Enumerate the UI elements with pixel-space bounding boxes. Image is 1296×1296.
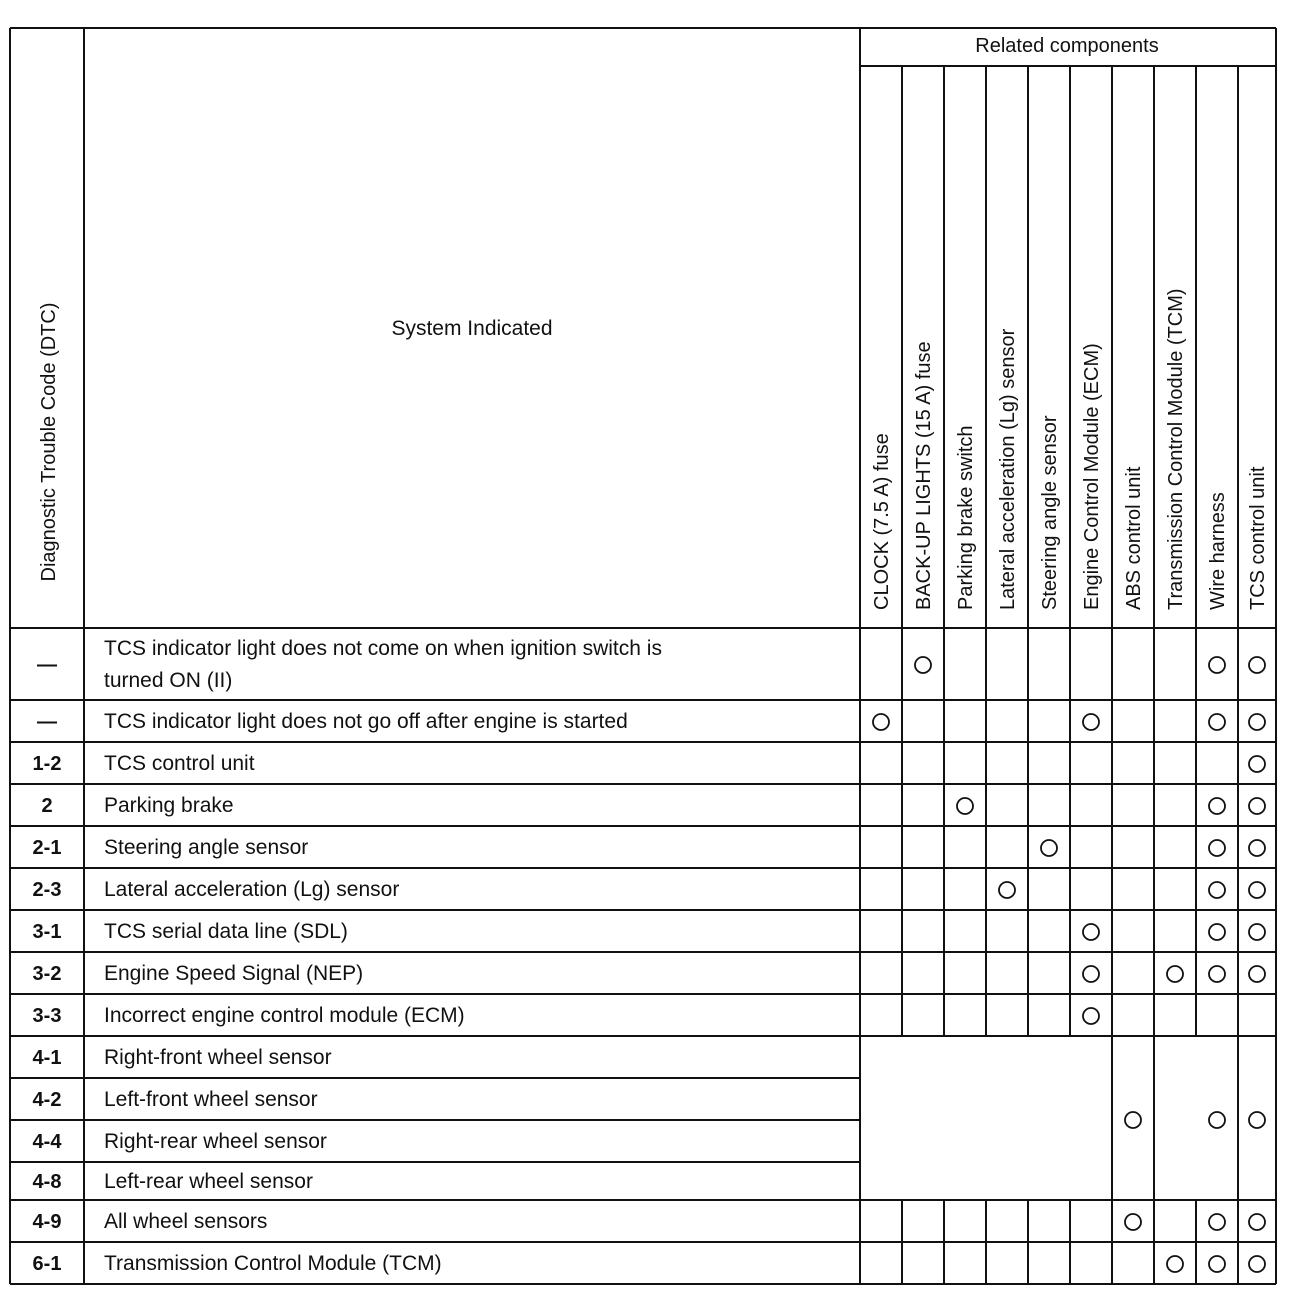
related-mark-6 — [1125, 1214, 1141, 1230]
component-header-9: Wire harness — [1207, 492, 1229, 610]
system-indicated: Parking brake — [104, 794, 234, 817]
component-header-3: Parking brake switch — [955, 425, 977, 610]
related-mark-0 — [873, 714, 889, 730]
system-indicated: TCS indicator light does not come on when ignition switch is — [104, 637, 662, 660]
dtc-code: 1-2 — [32, 753, 62, 775]
system-indicated: All wheel sensors — [104, 1210, 268, 1233]
related-mark-8 — [1209, 966, 1225, 982]
wheel-sensor-group-marks — [1125, 1112, 1265, 1128]
table-row — [33, 962, 1265, 985]
table-row — [33, 1046, 332, 1069]
related-mark-8 — [1209, 1112, 1225, 1128]
related-mark-9 — [1249, 798, 1265, 814]
table-row — [33, 1170, 313, 1193]
component-header-6: Engine Control Module (ECM) — [1081, 343, 1103, 610]
related-mark-9 — [1249, 924, 1265, 940]
table-row — [33, 1088, 318, 1111]
table-row — [33, 836, 1265, 859]
dtc-code: 6-1 — [32, 1253, 62, 1275]
component-header-2: BACK-UP LIGHTS (15 A) fuse — [913, 341, 935, 610]
system-indicated: Left-rear wheel sensor — [104, 1170, 313, 1193]
related-mark-7 — [1167, 1256, 1183, 1272]
dtc-code: 3-3 — [32, 1005, 62, 1027]
related-mark-9 — [1249, 1214, 1265, 1230]
related-mark-3 — [999, 882, 1015, 898]
dtc-code: — — [37, 711, 57, 733]
table-row — [33, 878, 1265, 901]
dtc-code: 2 — [41, 795, 53, 817]
system-indicated: Lateral acceleration (Lg) sensor — [104, 878, 400, 901]
related-mark-8 — [1209, 924, 1225, 940]
related-mark-9 — [1249, 657, 1265, 673]
related-mark-8 — [1209, 882, 1225, 898]
related-mark-8 — [1209, 714, 1225, 730]
table-row — [33, 752, 1265, 775]
related-mark-9 — [1249, 1256, 1265, 1272]
component-header-7: ABS control unit — [1123, 466, 1145, 610]
table-row — [33, 1130, 327, 1153]
related-mark-9 — [1249, 756, 1265, 772]
table-body — [33, 637, 1265, 1275]
component-header-8: Transmission Control Module (TCM) — [1165, 288, 1187, 610]
related-mark-2 — [957, 798, 973, 814]
system-indicated: TCS indicator light does not go off after engine is started — [104, 710, 628, 733]
table-row — [33, 1252, 1265, 1275]
dtc-code: 4-4 — [32, 1131, 62, 1153]
related-components-header: Related components — [975, 35, 1159, 57]
table-row — [33, 1004, 1099, 1027]
system-indicated: turned ON (II) — [104, 669, 233, 692]
system-indicated: Right-rear wheel sensor — [104, 1130, 327, 1153]
dtc-code: 4-2 — [32, 1089, 62, 1111]
system-indicated: Right-front wheel sensor — [104, 1046, 332, 1069]
component-header-4: Lateral acceleration (Lg) sensor — [997, 328, 1019, 610]
system-indicated: Engine Speed Signal (NEP) — [104, 962, 364, 985]
system-column-header: System Indicated — [391, 317, 553, 340]
related-mark-5 — [1083, 966, 1099, 982]
table-row — [33, 920, 1265, 943]
table-row — [37, 710, 1265, 733]
system-indicated: Incorrect engine control module (ECM) — [104, 1004, 465, 1027]
related-mark-9 — [1249, 966, 1265, 982]
related-mark-5 — [1083, 1008, 1099, 1024]
system-indicated: Transmission Control Module (TCM) — [104, 1252, 442, 1275]
dtc-column-header: Diagnostic Trouble Code (DTC) — [38, 302, 60, 582]
related-mark-9 — [1249, 1112, 1265, 1128]
system-indicated: Left-front wheel sensor — [104, 1088, 318, 1111]
dtc-code: 4-1 — [32, 1047, 62, 1069]
related-mark-7 — [1167, 966, 1183, 982]
system-indicated: Steering angle sensor — [104, 836, 309, 859]
dtc-code: 4-8 — [32, 1171, 62, 1193]
system-indicated: TCS serial data line (SDL) — [104, 920, 348, 943]
related-mark-9 — [1249, 840, 1265, 856]
table-row — [41, 794, 1265, 817]
related-mark-5 — [1083, 714, 1099, 730]
table-row — [33, 1210, 1265, 1233]
table-row — [37, 637, 1265, 692]
dtc-code: 4-9 — [32, 1211, 62, 1233]
dtc-code: 2-1 — [32, 837, 62, 859]
component-header-5: Steering angle sensor — [1039, 415, 1061, 610]
related-mark-1 — [915, 657, 931, 673]
related-mark-4 — [1041, 840, 1057, 856]
dtc-code: 3-1 — [32, 921, 62, 943]
related-mark-8 — [1209, 657, 1225, 673]
related-mark-8 — [1209, 1256, 1225, 1272]
system-indicated: TCS control unit — [104, 752, 255, 775]
component-header-10: TCS control unit — [1247, 466, 1269, 610]
related-mark-8 — [1209, 798, 1225, 814]
related-mark-8 — [1209, 1214, 1225, 1230]
related-mark-9 — [1249, 882, 1265, 898]
dtc-code: — — [37, 654, 57, 676]
related-mark-8 — [1209, 840, 1225, 856]
component-header-1: CLOCK (7.5 A) fuse — [871, 433, 893, 610]
table-header — [38, 35, 1269, 610]
related-mark-6 — [1125, 1112, 1141, 1128]
dtc-code: 3-2 — [32, 963, 62, 985]
dtc-code: 2-3 — [32, 879, 62, 901]
related-mark-9 — [1249, 714, 1265, 730]
related-mark-5 — [1083, 924, 1099, 940]
